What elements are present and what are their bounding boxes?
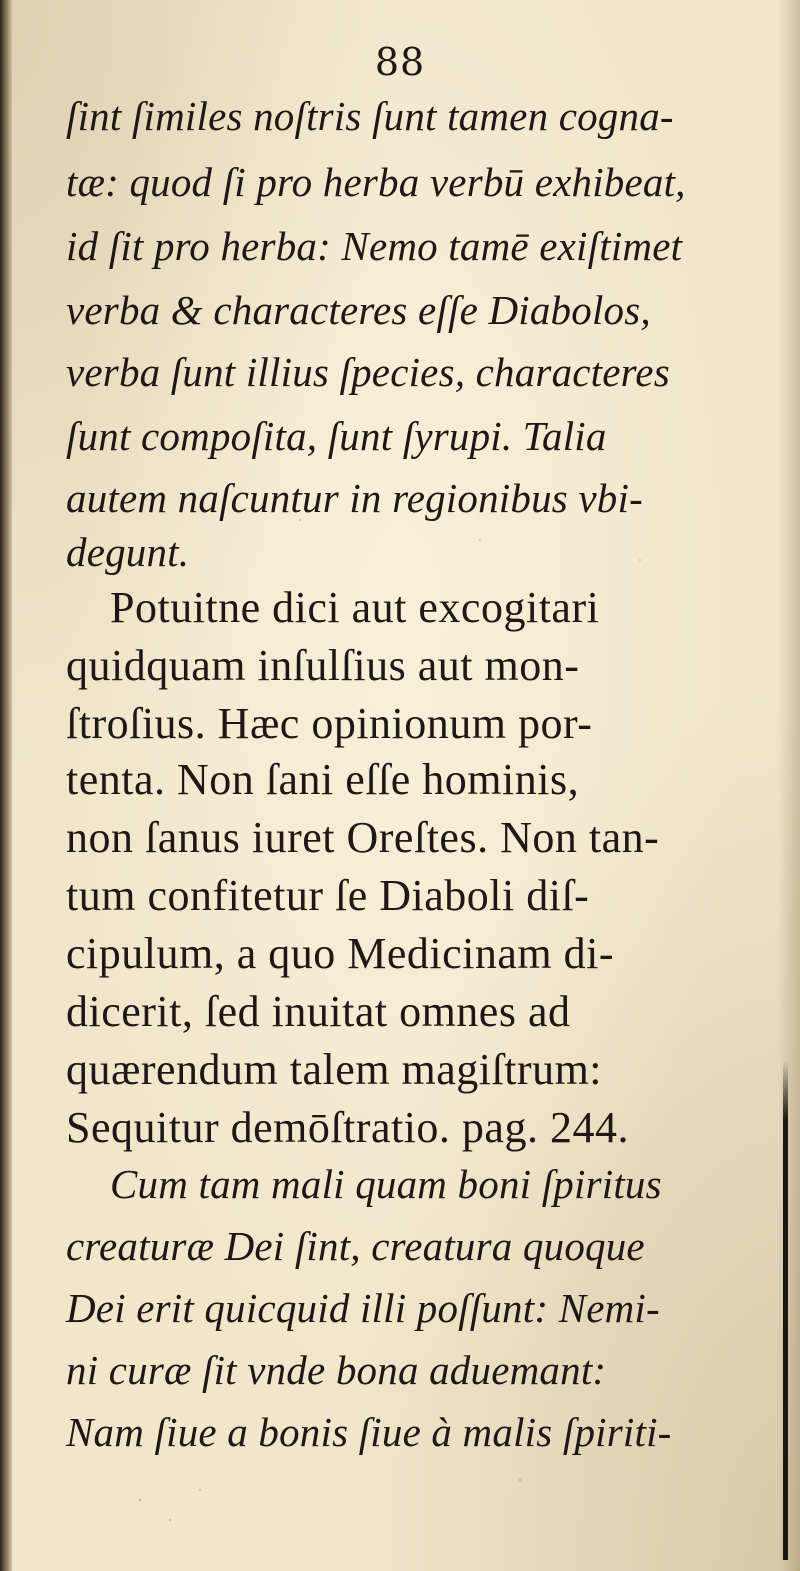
text-line: Potuitne dici aut excogitari [110,583,600,632]
text-line: autem naſcuntur in regionibus vbi- [66,475,643,521]
text-line: ſtroſius. Hæc opinionum por- [66,699,593,748]
text-line: Dei erit quicquid illi poſſunt: Nemi- [66,1285,660,1331]
text-line: ſunt compoſita, ſunt ſyrupi. Talia [66,413,607,459]
text-line: verba ſunt illius ſpecies, characteres [66,349,670,395]
text-line: quidquam inſulſius aut mon- [66,641,580,690]
text-line: dicerit, ſed inuitat omnes ad [66,987,571,1036]
text-line: creaturæ Dei ſint, creatura quoque [66,1223,645,1269]
text-line: Nam ſiue a bonis ſiue à malis ſpiriti- [66,1409,672,1455]
text-line: tæ: quod ſi pro herba verbū exhibeat, [66,159,686,205]
text-line: Cum tam mali quam boni ſpiritus [110,1161,662,1207]
text-line: tenta. Non ſani eſſe hominis, [66,755,580,804]
text-line: tum confitetur ſe Diaboli diſ- [66,871,590,920]
text-line: cipulum, a quo Medicinam di- [66,929,614,978]
text-line: id ſit pro herba: Nemo tamē exiſtimet [66,223,683,269]
text-line: ni curæ ſit vnde bona aduemant: [66,1347,607,1393]
text-line: verba & characteres eſſe Diabolos, [66,287,651,333]
page-edge-shadow [778,0,800,1571]
binding-gutter [0,0,12,1571]
text-line: quærendum talem magiſtrum: [66,1045,603,1094]
text-line: Sequitur demōſtratio. pag. 244. [66,1103,629,1152]
text-line: degunt. [66,529,190,575]
text-line: ſint ſimiles noſtris ſunt tamen cogna- [66,93,674,139]
text-line: non ſanus iuret Oreſtes. Non tan- [66,813,660,862]
page-edge-line [783,1060,788,1560]
page-number: 88 [374,40,426,84]
